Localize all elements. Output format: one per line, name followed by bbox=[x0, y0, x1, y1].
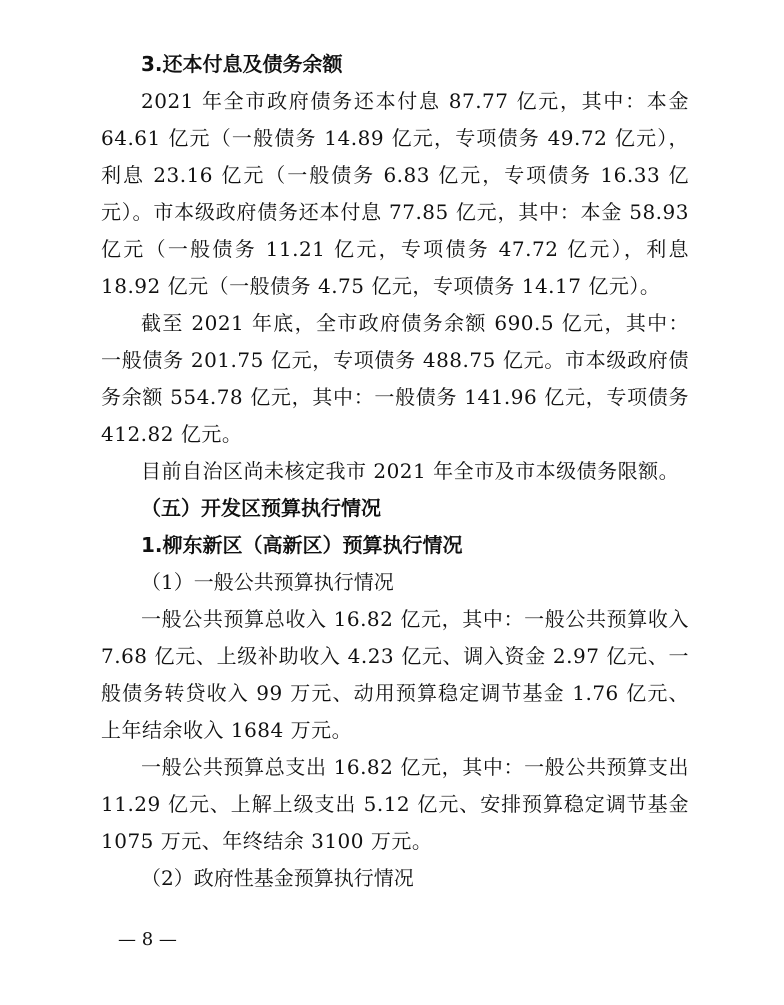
paragraph-debt-limit: 目前自治区尚未核定我市 2021 年全市及市本级债务限额。 bbox=[141, 459, 680, 483]
heading-liudong-budget: 1.柳东新区（高新区）预算执行情况 bbox=[141, 533, 463, 557]
paragraph-general-revenue: 一般公共预算总收入 16.82 亿元，其中：一般公共预算收入 7.68 亿元、上级补助收入 4.23 亿元、调入资金 2.97 亿元、一般债务转贷收入 99 万元、动用预算稳定调节基金 1.76 亿元、上年结余收入 1684 万元。 bbox=[101, 607, 689, 742]
paragraph-debt-repayment: 2021 年全市政府债务还本付息 87.77 亿元，其中：本金 64.61 亿元（一般债务 14.89 亿元，专项债务 49.72 亿元），利息 23.16 亿元（一般债务 6.83 亿元，专项债务 16.33 亿元）。市本级政府债务还本付息 77.85 亿元，其中：本金 58.93 亿元（一般债务 11.21 亿元，专项债务 47.72 亿元），利息 18.92 亿元（一般债务 4.75 亿元，专项债务 14.17 亿元）。 bbox=[101, 89, 689, 298]
subheading-general-budget: （1）一般公共预算执行情况 bbox=[141, 570, 394, 594]
page-number: — 8 — bbox=[118, 929, 177, 950]
document-body bbox=[101, 46, 689, 897]
subheading-fund-budget: （2）政府性基金预算执行情况 bbox=[141, 866, 414, 890]
paragraph-general-expenditure: 一般公共预算总支出 16.82 亿元，其中：一般公共预算支出 11.29 亿元、上解上级支出 5.12 亿元、安排预算稳定调节基金 1075 万元、年终结余 3100 万元。 bbox=[101, 755, 689, 853]
paragraph-debt-balance: 截至 2021 年底，全市政府债务余额 690.5 亿元，其中：一般债务 201.75 亿元，专项债务 488.75 亿元。市本级政府债务余额 554.78 亿元，其中：一般债务 141.96 亿元，专项债务 412.82 亿元。 bbox=[101, 311, 689, 446]
heading-dev-zone-budget: （五）开发区预算执行情况 bbox=[141, 496, 381, 520]
section-heading-debt: 3.还本付息及债务余额 bbox=[141, 52, 343, 76]
